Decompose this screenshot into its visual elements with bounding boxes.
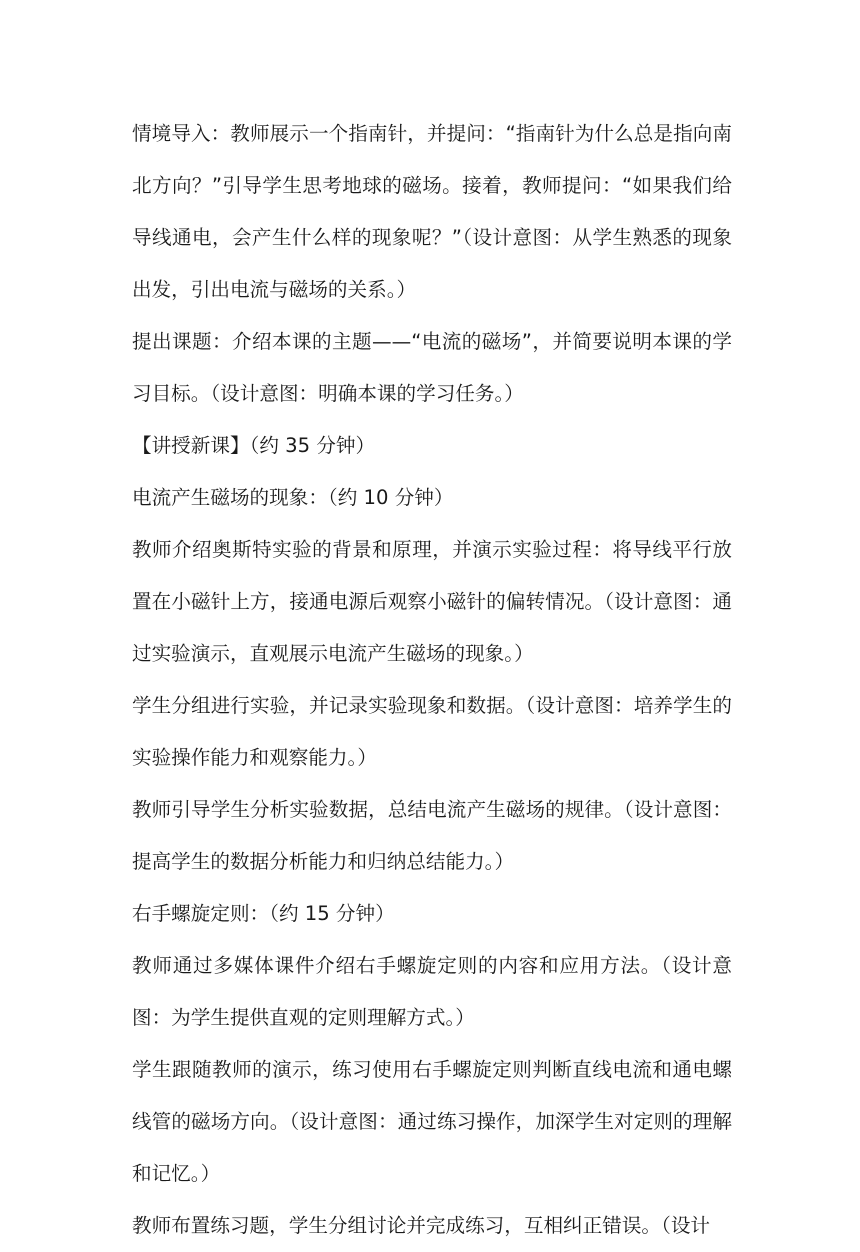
paragraph-oersted-experiment: 教师介绍奥斯特实验的背景和原理，并演示实验过程：将导线平行放置在小磁针上方，接通电源后观察小磁针的偏转情况。（设计意图：通过实验演示，直观展示电流产生磁场的现象。） <box>132 538 732 665</box>
paragraph-data-analysis: 教师引导学生分析实验数据，总结电流产生磁场的规律。（设计意图：提高学生的数据分析能力和归纳总结能力。） <box>132 798 732 873</box>
document-body <box>132 108 732 1252</box>
paragraph-situation-intro: 情境导入：教师展示一个指南针，并提问：“指南针为什么总是指向南北方向？”引导学生思考地球的磁场。接着，教师提问：“如果我们给导线通电，会产生什么样的现象呢？”（设计意图：从学生熟悉的现象出发，引出电流与磁场的关系。） <box>132 122 732 301</box>
subheading-current-magnetic-field: 电流产生磁场的现象：（约 10 分钟） <box>132 486 454 509</box>
paragraph-exercises: 教师布置练习题，学生分组讨论并完成练习，互相纠正错误。（设计 <box>132 1214 711 1237</box>
paragraph-topic: 提出课题：介绍本课的主题——“电流的磁场”，并简要说明本课的学习目标。（设计意图：明确本课的学习任务。） <box>132 330 732 405</box>
subheading-right-hand-rule: 右手螺旋定则：（约 15 分钟） <box>132 902 395 925</box>
paragraph-multimedia: 教师通过多媒体课件介绍右手螺旋定则的内容和应用方法。（设计意图：为学生提供直观的定则理解方式。） <box>132 954 732 1029</box>
section-heading-new-lesson: 【讲授新课】（约 35 分钟） <box>132 434 376 457</box>
paragraph-group-experiment: 学生分组进行实验，并记录实验现象和数据。（设计意图：培养学生的实验操作能力和观察能力。） <box>132 694 732 769</box>
paragraph-practice-rule: 学生跟随教师的演示，练习使用右手螺旋定则判断直线电流和通电螺线管的磁场方向。（设计意图：通过练习操作，加深学生对定则的理解和记忆。） <box>132 1058 732 1185</box>
